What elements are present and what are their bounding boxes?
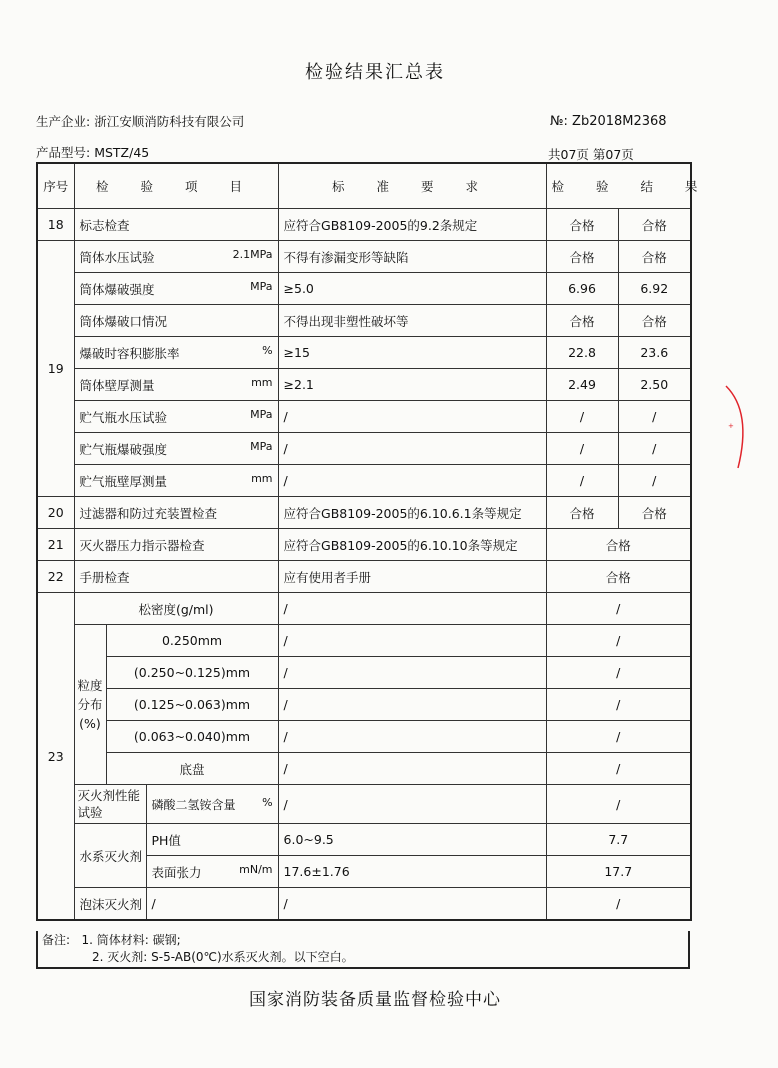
row-item: 贮气瓶水压试验 MPa [74,401,278,433]
table-row [37,305,691,337]
row-result: / [546,785,691,824]
row-result-a: / [546,465,618,497]
row-result-b: 合格 [618,497,691,529]
notes-text-1: 1. 筒体材料: 碳钢; [81,933,181,947]
row-standard: 17.6±1.76 [278,856,546,888]
row-result-b: / [618,401,691,433]
row-unit: % [262,795,273,809]
row-standard: 应符合GB8109-2005的9.2条规定 [278,209,546,241]
row-standard: 6.0~9.5 [278,824,546,856]
row-item: 灭火器压力指示器检查 [74,529,278,561]
row-unit: mm [251,471,273,485]
manufacturer-value: 浙江安顺消防科技有限公司 [94,114,245,129]
table-row [37,465,691,497]
row-unit: MPa [250,439,273,453]
row-unit: % [262,343,273,357]
row-standard: ≥5.0 [278,273,546,305]
manufacturer-label: 生产企业: [36,114,91,129]
row-result-b: / [618,465,691,497]
row-standard: / [278,625,546,657]
row-seq: 23 [37,593,74,921]
row-unit: mm [251,375,273,389]
row-result: / [546,753,691,785]
row-item: 0.250mm [106,625,278,657]
row-item: 爆破时容积膨胀率 % [74,337,278,369]
row-standard: / [278,721,546,753]
table-row [37,529,691,561]
notes-label: 备注: [42,933,71,947]
row-result-b: / [618,433,691,465]
row-result-b: 合格 [618,305,691,337]
row-result: 7.7 [546,824,691,856]
row-standard: / [278,657,546,689]
row-item: 标志检查 [74,209,278,241]
table-row [37,657,691,689]
row-result-b: 23.6 [618,337,691,369]
row-item: 贮气瓶爆破强度 MPa [74,433,278,465]
table-row [37,241,691,273]
row-standard: / [278,888,546,921]
row-standard: 不得有渗漏变形等缺陷 [278,241,546,273]
row-result: / [546,625,691,657]
table-row [37,209,691,241]
row-standard: / [278,593,546,625]
row-item: 筒体水压试验 2.1MPa [74,241,278,273]
table-row [37,753,691,785]
model-label: 产品型号: [36,145,91,160]
table-row [37,433,691,465]
table-row [37,721,691,753]
row-result-a: 6.96 [546,273,618,305]
document-title: 检验结果汇总表 [305,62,445,83]
row-standard: 不得出现非塑性破坏等 [278,305,546,337]
row-result-a: 2.49 [546,369,618,401]
row-result-a: / [546,401,618,433]
row-item: 磷酸二氢铵含量 % [146,785,278,824]
row-standard: 应符合GB8109-2005的6.10.10条等规定 [278,529,546,561]
manufacturer-line [36,112,244,130]
row-seq: 22 [37,561,74,593]
row-standard: / [278,689,546,721]
row-seq: 20 [37,497,74,529]
row-result-a: 合格 [546,209,618,241]
row-result-a: 合格 [546,497,618,529]
row-item: 贮气瓶壁厚测量 mm [74,465,278,497]
row-unit: 2.1MPa [232,247,273,261]
row-standard: / [278,785,546,824]
row-result: / [546,593,691,625]
table-row [37,593,691,625]
report-number: №: Zb2018M2368 [550,114,667,129]
table-row [37,273,691,305]
row-result-b: 6.92 [618,273,691,305]
row-item: (0.250~0.125)mm [106,657,278,689]
row-standard: / [278,433,546,465]
row-item: 表面张力 mN/m [146,856,278,888]
water-agent-label: 水系灭火剂 [74,824,146,888]
issuer-footer: 国家消防装备质量监督检验中心 [249,990,501,1010]
table-row [37,785,691,824]
table-row [37,561,691,593]
psd-group-label: 粒度分布(%) [74,625,106,785]
header-item: 检 验 项 目 [74,163,278,209]
row-standard: ≥2.1 [278,369,546,401]
table-row [37,497,691,529]
table-row [37,824,691,856]
row-item: 筒体壁厚测量 mm [74,369,278,401]
notes-box [36,931,690,969]
row-unit: MPa [250,407,273,421]
row-standard: ≥15 [278,337,546,369]
row-item: / [146,888,278,921]
results-table [36,162,712,921]
row-seq: 18 [37,209,74,241]
page-counter: 共07页 第07页 [548,147,634,162]
row-result: / [546,888,691,921]
row-result-a: 22.8 [546,337,618,369]
foam-agent-label: 泡沫灭火剂 [74,888,146,921]
table-row [37,369,691,401]
row-item: 底盘 [106,753,278,785]
row-result-a: 合格 [546,241,618,273]
stamp-glyph: + [728,422,734,430]
row-result-a: / [546,433,618,465]
table-row [37,337,691,369]
row-standard: 应有使用者手册 [278,561,546,593]
header-standard: 标 准 要 求 [278,163,546,209]
row-item: 松密度(g/ml) [74,593,278,625]
row-result: 17.7 [546,856,691,888]
row-result: 合格 [546,529,691,561]
table-row [37,401,691,433]
row-item: 过滤器和防过充装置检查 [74,497,278,529]
notes-line-2: 2. 灭火剂: S-5-AB(0℃)水系灭火剂。以下空白。 [92,950,354,964]
row-standard: 应符合GB8109-2005的6.10.6.1条等规定 [278,497,546,529]
row-result: / [546,721,691,753]
notes-line-1 [42,932,684,949]
row-item: 手册检查 [74,561,278,593]
model-value: MSTZ/45 [94,145,150,160]
table-row [37,888,691,921]
row-result: / [546,689,691,721]
header-seq: 序号 [37,163,74,209]
row-item: 筒体爆破口情况 [74,305,278,337]
stamp-mark [718,382,778,472]
row-result: / [546,657,691,689]
table-row [37,625,691,657]
model-line [36,143,149,161]
row-item: (0.063~0.040)mm [106,721,278,753]
row-item: (0.125~0.063)mm [106,689,278,721]
row-unit: MPa [250,279,273,293]
row-unit: mN/m [239,862,273,876]
header-result: 检 验 结 果 [546,163,691,209]
row-item: PH值 [146,824,278,856]
row-standard: / [278,465,546,497]
row-item: 筒体爆破强度 MPa [74,273,278,305]
table-row [37,689,691,721]
row-result: 合格 [546,561,691,593]
agent-performance-label: 灭火剂性能试验 [74,785,146,824]
row-seq: 21 [37,529,74,561]
row-seq: 19 [37,241,74,497]
table-header-row [37,163,691,209]
row-standard: / [278,753,546,785]
row-standard: / [278,401,546,433]
row-result-b: 2.50 [618,369,691,401]
row-result-a: 合格 [546,305,618,337]
row-result-b: 合格 [618,241,691,273]
row-result-b: 合格 [618,209,691,241]
